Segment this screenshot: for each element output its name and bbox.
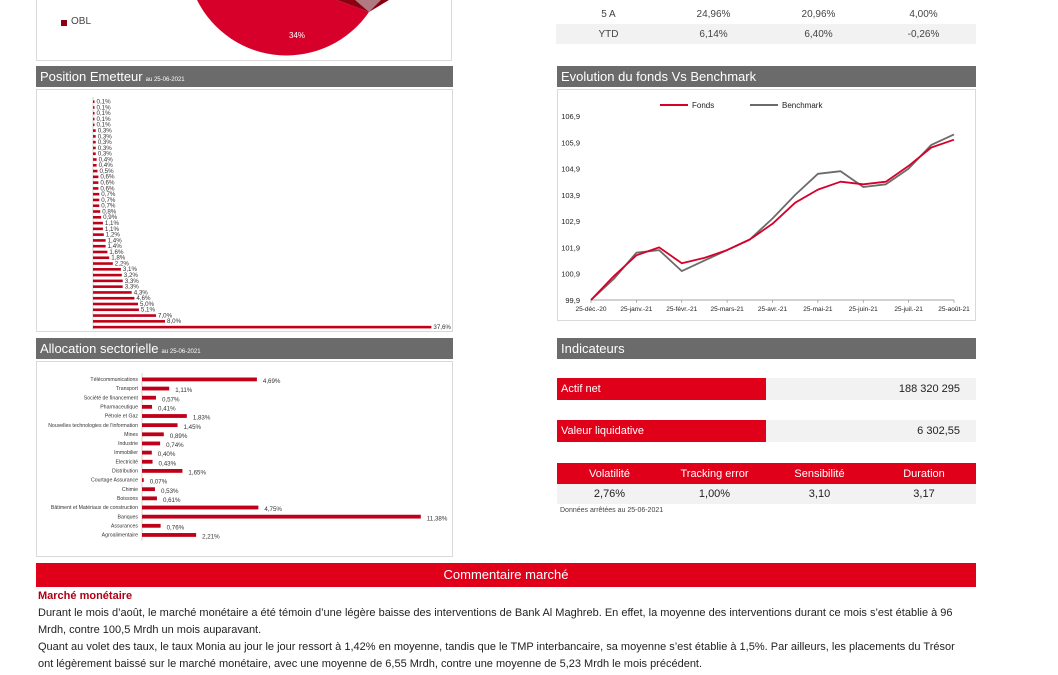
bar: [93, 199, 99, 202]
y-tick-label: 99,9: [565, 296, 580, 305]
allocation-date: au 25-06-2021: [161, 349, 201, 355]
bar: [142, 460, 153, 464]
data-label: 0,3%: [97, 144, 112, 152]
commentaire-subtitle: Marché monétaire: [38, 590, 133, 602]
x-tick-label: 25-mai-21: [803, 306, 833, 313]
position-emetteur-panel: [36, 89, 453, 332]
data-label: 3,3%: [124, 283, 139, 291]
data-label: 0,7%: [101, 196, 116, 204]
bar: [93, 181, 98, 184]
bar: [142, 469, 182, 473]
data-label: 0,3%: [97, 133, 112, 141]
table-row: [556, 24, 976, 44]
y-tick-label: 101,9: [561, 243, 580, 253]
pie-chart: [37, 0, 451, 60]
bar: [142, 478, 144, 482]
bar: [93, 256, 109, 259]
ind-value: 3,17: [872, 484, 976, 504]
data-label: 0,1%: [96, 104, 111, 112]
bar: [142, 405, 152, 409]
x-tick-label: 25-mars-21: [710, 306, 744, 313]
data-label: 0,6%: [100, 179, 115, 187]
data-label: 1,4%: [107, 243, 122, 251]
bar: [93, 152, 96, 155]
bar: [142, 423, 178, 427]
data-label: 0,89%: [169, 432, 188, 440]
data-label: 1,45%: [183, 423, 202, 431]
bar: [93, 193, 99, 196]
category-label: Bâtiment et Matériaux de construction: [50, 505, 138, 512]
bar: [93, 141, 96, 144]
evolution-title: Evolution du fonds Vs Benchmark: [561, 69, 757, 84]
bar: [142, 432, 164, 436]
table-row: [557, 484, 976, 504]
y-tick-label: 106,9: [561, 112, 580, 121]
perf-ecart: -0,26%: [907, 28, 940, 40]
allocation-panel: [36, 361, 453, 557]
evolution-header: [557, 66, 976, 87]
bar: [93, 176, 98, 179]
ind-value: 2,76%: [557, 484, 662, 504]
data-label: 0,1%: [96, 110, 111, 118]
category-label: Courtage Assurance: [90, 477, 138, 484]
x-tick-label: 25-juin-21: [848, 306, 878, 313]
allocation-chart: [37, 362, 452, 556]
data-label: 7,0%: [158, 312, 173, 320]
data-label: 0,1%: [96, 115, 111, 123]
vl-label: Valeur liquidative: [557, 420, 766, 442]
y-tick-label: 102,9: [561, 217, 580, 227]
perf-fonds: 24,96%: [696, 8, 731, 20]
x-tick-label: 25-avr.-21: [757, 306, 788, 313]
pie-panel: [36, 0, 452, 61]
table-row: [556, 4, 976, 24]
bar: [93, 118, 95, 121]
category-label: Chimie: [121, 486, 138, 493]
bar: [142, 414, 187, 418]
perf-fonds: 6,14%: [699, 28, 728, 40]
vl-value: 6 302,55: [766, 420, 976, 442]
data-label: 1,6%: [109, 248, 124, 256]
data-label: 4,6%: [136, 295, 151, 303]
bar: [93, 274, 122, 277]
bar: [93, 216, 101, 219]
data-label: 0,3%: [97, 150, 112, 158]
position-emetteur-header: [36, 66, 453, 87]
data-label: 0,1%: [96, 98, 111, 106]
bar: [93, 170, 98, 173]
bar: [142, 496, 157, 500]
data-label: 3,1%: [122, 266, 138, 274]
legend-obl-label: OBL: [71, 16, 92, 27]
data-label: 0,74%: [166, 442, 184, 450]
data-label: 0,40%: [157, 451, 176, 459]
bar: [93, 308, 139, 311]
perf-period: YTD: [598, 28, 619, 40]
data-label: 0,57%: [161, 396, 180, 404]
bar: [93, 158, 97, 161]
data-label: 0,8%: [102, 208, 117, 216]
data-label: 1,83%: [192, 414, 211, 422]
bar: [93, 251, 107, 254]
bar: [142, 506, 258, 510]
actif-net-value: 188 320 295: [766, 378, 976, 400]
allocation-header: [36, 338, 453, 359]
category-label: Assurances: [110, 523, 138, 530]
data-label: 0,9%: [103, 214, 118, 222]
data-label: 11,38%: [426, 515, 448, 523]
bar: [93, 285, 123, 288]
bar: [142, 487, 155, 491]
table-row: [557, 463, 976, 484]
data-label: 0,53%: [160, 487, 179, 495]
data-label: 1,2%: [105, 231, 120, 239]
ind-header: Volatilité: [557, 463, 662, 484]
bar: [93, 262, 113, 265]
bar: [93, 187, 98, 190]
ind-header: Duration: [872, 463, 976, 484]
x-tick-label: 25-juil.-21: [894, 306, 923, 313]
data-label: 5,1%: [140, 306, 156, 314]
category-label: Télécommunications: [90, 377, 138, 383]
legend-obl-swatch: [61, 20, 67, 26]
bar: [142, 378, 257, 382]
bar: [93, 222, 103, 225]
category-label: Société de financement: [83, 395, 138, 402]
data-label: 1,1%: [104, 225, 120, 233]
position-emetteur-title: Position Emetteur: [40, 69, 143, 84]
bar: [93, 303, 138, 306]
performance-table: [556, 4, 976, 44]
bar: [93, 233, 104, 236]
series-benchmark-line: [591, 134, 954, 300]
allocation-title: Allocation sectorielle: [40, 341, 159, 356]
position-emetteur-date: au 25-06-2021: [145, 77, 185, 83]
data-label: 0,07%: [149, 478, 168, 486]
category-label: Industrie: [118, 441, 138, 448]
data-label: 1,11%: [175, 387, 193, 395]
indicateurs-title: Indicateurs: [561, 341, 625, 356]
bar: [142, 396, 156, 400]
data-label: 0,41%: [158, 405, 176, 413]
bar: [93, 164, 97, 167]
bar: [93, 210, 100, 213]
x-tick-label: 25-janv.-21: [620, 306, 653, 313]
indicateurs-header: [557, 338, 976, 359]
category-label: Pétrole et Gaz: [104, 413, 138, 420]
data-label: 4,3%: [133, 289, 148, 297]
data-label: 1,8%: [111, 254, 126, 262]
y-tick-label: 105,9: [561, 138, 580, 148]
data-label: 37,6%: [433, 324, 451, 331]
commentaire-body: [38, 588, 968, 673]
bar: [93, 245, 106, 248]
bar: [93, 291, 132, 294]
actif-net-label: Actif net: [557, 378, 766, 400]
data-label: 0,76%: [166, 524, 185, 532]
y-tick-label: 103,9: [561, 190, 580, 200]
bar: [93, 124, 95, 127]
category-label: Agroalimentaire: [101, 532, 138, 539]
commentaire-p2: Quant au volet des taux, le taux Monia au jour le jour ressort à 1,42% en moyenne, tandis que le TMP interbancaire, sa moyenne s’est établie à 1,5%. Par ailleurs, les placements du Trésor ont légèrement baissé sur le marché monétaire, avec une moyenne de 6,55 Mrdh, contre une moyenne de 5,23 Mrdh le mois précédent.: [38, 641, 955, 670]
legend-fonds-label: Fonds: [692, 101, 715, 110]
data-label: 3,3%: [124, 277, 139, 285]
data-label: 4,69%: [262, 378, 281, 385]
ind-header: Sensibilité: [767, 463, 872, 484]
data-label: 2,21%: [202, 533, 220, 541]
y-tick-label: 104,9: [561, 164, 580, 174]
category-label: Nouvelles technologies de l'information: [48, 422, 138, 429]
bar: [142, 524, 161, 528]
series-fonds-line: [591, 140, 954, 300]
perf-bench: 6,40%: [804, 28, 833, 40]
bar: [93, 204, 99, 207]
category-label: Electricité: [115, 459, 138, 466]
data-label: 3,2%: [123, 272, 138, 279]
data-label: 2,2%: [114, 260, 129, 268]
y-tick-label: 100,9: [561, 269, 580, 279]
bar: [93, 314, 156, 317]
indicateurs-note: Données arrêtées au 25-06-2021: [560, 507, 664, 514]
data-label: 5,0%: [140, 300, 155, 308]
ind-header: Tracking error: [662, 463, 767, 484]
bar: [93, 100, 95, 103]
bar: [93, 112, 95, 115]
data-label: 0,7%: [101, 202, 116, 210]
perf-ecart: 4,00%: [909, 8, 938, 20]
evolution-chart: [558, 90, 975, 320]
category-label: Immobilier: [114, 450, 138, 457]
legend-benchmark-label: Benchmark: [782, 101, 823, 110]
category-label: Transport: [115, 386, 138, 393]
bar: [93, 320, 165, 323]
data-label: 0,43%: [158, 460, 177, 468]
bar: [142, 515, 421, 519]
bar: [142, 442, 160, 446]
bar: [93, 129, 96, 132]
category-label: Boissons: [116, 495, 138, 502]
bar: [93, 135, 96, 138]
position-emetteur-chart: [37, 90, 452, 331]
x-tick-label: 25-août-21: [938, 306, 970, 313]
data-label: 0,6%: [100, 185, 115, 193]
bar: [93, 326, 431, 329]
evolution-panel: [557, 89, 976, 321]
pie-label: 34%: [289, 31, 306, 40]
bar: [93, 228, 103, 231]
data-label: 1,1%: [104, 219, 120, 227]
data-label: 1,4%: [107, 237, 122, 245]
x-tick-label: 25-déc.-20: [575, 306, 607, 313]
commentaire-p1: Durant le mois d’août, le marché monétaire a été témoin d’une légère baisse des interventions de Bank Al Maghreb. En effet, la moyenne des interventions durant ce mois s’est établie à 96 Mrdh, contre 100,5 Mrdh un mois auparavant.: [38, 607, 953, 636]
category-label: Distribution: [112, 468, 138, 475]
perf-bench: 20,96%: [801, 8, 836, 20]
category-label: Banques: [117, 514, 138, 521]
bar: [142, 451, 152, 455]
bar: [93, 297, 134, 300]
bar: [142, 533, 196, 537]
data-label: 8,0%: [167, 318, 182, 326]
ind-value: 1,00%: [662, 484, 767, 504]
indicateurs-table: [557, 463, 976, 504]
data-label: 0,1%: [96, 121, 111, 129]
data-label: 4,75%: [264, 506, 282, 514]
data-label: 0,4%: [98, 162, 113, 170]
category-label: Mines: [124, 431, 138, 438]
data-label: 0,5%: [99, 167, 114, 175]
data-label: 0,7%: [101, 191, 116, 199]
x-tick-label: 25-févr.-21: [666, 306, 698, 313]
bar: [93, 268, 121, 271]
data-label: 0,61%: [162, 496, 181, 504]
data-label: 0,3%: [97, 127, 112, 135]
bar: [93, 147, 96, 150]
bar: [93, 280, 123, 283]
perf-period: 5 A: [601, 8, 616, 20]
data-label: 1,65%: [188, 469, 206, 477]
data-label: 0,6%: [100, 173, 115, 181]
ind-value: 3,10: [767, 484, 872, 504]
bar: [93, 106, 95, 109]
pie-slice-red: [197, 0, 369, 55]
bar: [142, 387, 169, 391]
data-label: 0,4%: [98, 156, 113, 164]
commentaire-title: Commentaire marché: [36, 563, 976, 587]
data-label: 0,3%: [97, 139, 112, 147]
bar: [93, 239, 106, 242]
category-label: Pharmaceutique: [100, 404, 138, 411]
